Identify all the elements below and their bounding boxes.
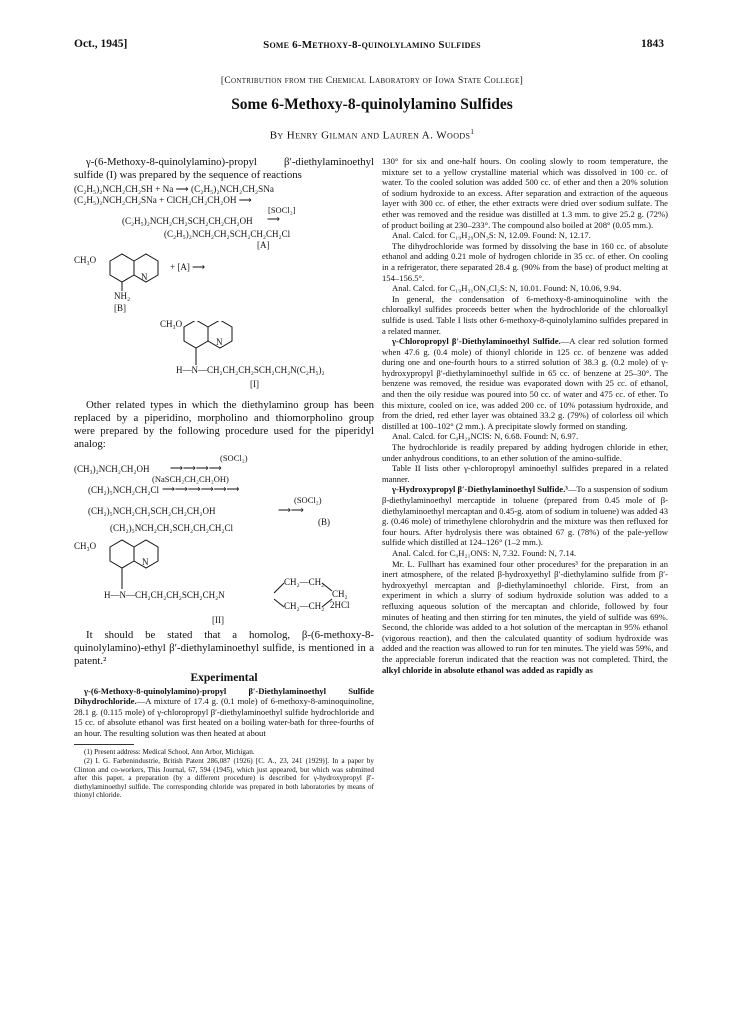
right-anal-4: Anal. Calcd. for C₉H₂₁ONS: N, 7.32. Found: N, 7.14. (392, 547, 577, 558)
running-header-title: Some 6-Methoxy-8-quinolylamino Sulfides (263, 39, 481, 51)
right-anal-1: Anal. Calcd. for C₁₉H₂₉ON₃S: N, 12.09. Found: N, 12.17. (392, 230, 591, 241)
right-p10-head: γ-Hydroxypropyl β′-Diethylaminoethyl Sulfide.³ (392, 484, 568, 495)
s3-ring-top: CH₂—CH₂ (284, 576, 325, 587)
s3-methoxy: CH₃O (74, 540, 97, 551)
article-title: Some 6-Methoxy-8-quinolylamino Sulfides (231, 96, 513, 113)
reaction-eq4-block (74, 229, 374, 253)
s2-methoxy: CH₃O (160, 318, 183, 329)
reaction-arrow-icon: ⟶ (267, 213, 280, 224)
left-column (74, 156, 374, 800)
right-anal-2: Anal. Calcd. for C₁₉H₃₁ON₃Cl₂S: N, 10.01. Found: N, 10.06, 9.94. (392, 283, 622, 294)
reaction-eq3-block (74, 204, 374, 229)
quinoline-ring-icon-3 (74, 537, 374, 629)
r1: (CH₃)₂NCH₂CH₂OH (74, 463, 150, 474)
structure-aminoquinoline (74, 253, 374, 321)
right-p12 (382, 559, 668, 676)
right-p6 (382, 336, 668, 431)
structure-compound-ii (74, 537, 374, 629)
quinoline-ring-icon-2 (74, 318, 374, 397)
reaction-sequence-a (74, 184, 374, 253)
related-types-paragraph: Other related types in which the diethylamino group has been replaced by a piperidino, morpholino and thiomorpholino group were prepared by the following procedure used for the piperidyl analog: (74, 398, 374, 450)
right-p12-tail: alkyl chloride in absolute ethanol was added as rapidly as (382, 664, 593, 675)
right-p10 (382, 484, 668, 548)
s1-nh2: NH₂ (114, 290, 131, 301)
right-p6-head: γ-Chloropropyl β′-Diethylaminoethyl Sulfide. (392, 336, 561, 347)
experimental-text: —A mixture of 17.4 g. (0.1 mole) of 6-methoxy-8-aminoquinoline, 28.1 g. (0.115 mole) of γ-chloropropyl β′-diethylaminoethyl sulfide hydrochloride and 15 cc. of absolute ethanol was first heated on a boiling water-bath for three-fourths of an hour. The resulting solution was then heated at about (74, 696, 374, 738)
r1-reagent: (SOCl₂) (220, 452, 248, 463)
experimental-paragraph (74, 686, 374, 739)
right-p1: 130° for six and one-half hours. On cooling slowly to room temperature, the mixture set to a yellow crystalline material which was dissolved in 100 cc. of water. To the cooled solution was added 500 cc. of ether and then a 20% solution of sodium hydroxide to an excess. After separation and extraction of the aqueous layer with 300 cc. of ether, the ether extracts were dried over sodium sulfate. The ether was removed and the residue was distilled at 1.3 mm. to give 25.2 g. (72%) of product boiling at 230–233°. The compound also boiled at 208° (0.05 mm.). (382, 156, 668, 230)
right-p5: In general, the condensation of 6-methoxy-8-aminoquinoline with the chloroalkyl sulfides proceeds better when the hydrochloride of the chloroalkyl sulfide is used. Table I lists other 6-methoxy-8-quinolylamino sulfides prepared in a related manner. (382, 293, 668, 336)
footnote-rule (74, 744, 134, 745)
r3-reagent: (SOCl₂) (294, 494, 322, 505)
s3-ring-bottom: CH₂—CH₂ (284, 600, 325, 611)
r3: (CH₂)₅NCH₂CH₂SCH₂CH₂CH₂OH (88, 505, 216, 516)
reaction-eq4-label: [A] (257, 239, 270, 250)
experimental-run-in-head: γ-(6-Methoxy-8-quinolylamino)-propyl β′-Diethylaminoethyl Sulfide Dihydrochloride. (74, 685, 374, 707)
r4: (CH₂)₅NCH₂CH₂SCH₂CH₂CH₂Cl (110, 522, 233, 533)
r2-arrow-icon: ⟶⟶⟶⟶⟶⟶ (162, 483, 240, 494)
intro-paragraph: γ-(6-Methoxy-8-quinolylamino)-propyl β′-diethylaminoethyl sulfide (I) was prepared by the sequence of reactions (74, 156, 374, 181)
s1-label: [B] (114, 302, 126, 313)
right-p9: Table II lists other γ-chloropropyl aminoethyl sulfides prepared in a related manner. (382, 463, 668, 484)
right-p3: The dihydrochloride was formed by dissolving the base in 160 cc. of absolute ethanol and adding 0.21 mole of hydrogen chloride in 35 cc. of ether. On cooling in a refrigerator, there separated 28.4 g. (90% from the base) of product melting at 154–156.5°. (382, 240, 668, 283)
s3-chain: H—N—CH₂CH₂CH₂SCH₂CH₂N (104, 589, 225, 600)
homolog-paragraph: It should be stated that a homolog, β-(6-methoxy-8-quinolylamino)-ethyl β′-diethylaminoethyl sulfide, is mentioned in a patent.² (74, 628, 374, 667)
s2-label: [I] (250, 378, 259, 389)
s3-ring-ch2: CH₂ (332, 588, 348, 599)
reaction-eq1: (C₂H₅)₂NCH₂CH₂SH + Na ⟶ (C₂H₅)₂NCH₂CH₂SNa (74, 184, 274, 194)
footnote-2: (2) I. G. Farbenindustrie, British Patent 286,087 (1926) [C. A., 23, 241 (1929)]. In a paper by Clinton and co-workers, This Journal, 67, 594 (1945), which just appeared, but which was submitted after this paper, a preparation (by a different procedure) is described for γ-hydroxypropyl β′-diethylaminoethyl sulfide. The corresponding chloride was prepared in both laboratories by means of thionyl chloride. (74, 756, 374, 800)
right-p8: The hydrochloride is readily prepared by adding hydrogen chloride in ether, under anhydrous conditions, to an ether solution of the amino-sulfide. (382, 442, 668, 463)
s3-hcl: 2HCl (330, 599, 350, 610)
experimental-heading: Experimental (190, 671, 258, 684)
reaction-eq3: (C₂H₅)₂NCH₂CH₂SCH₂CH₂CH₂OH (122, 215, 253, 226)
running-header-date: Oct., 1945] (74, 38, 128, 50)
right-p10-text: —To a suspension of sodium β-diethylaminoethyl mercaptide in toluene (prepared from 0.45 mole of β-diethylaminoethyl mercaptan and 0.45-g. atom of sodium in toluene) was added 43 g. (0.46 mole) of trimethylene chlorohydrin and the mixture was then refluxed for four hours. After hydrolysis there was obtained 67 g. (78%) of the pale-yellow sulfide which distilled at 124–126° (1–2 mm.). (382, 484, 668, 548)
r3-arrow-icon: ⟶⟶ (278, 504, 304, 515)
authors-text: By Henry Gilman and Lauren A. Woods (269, 129, 471, 142)
right-column (382, 156, 668, 675)
s1-plus-a: + [A] ⟶ (170, 261, 205, 272)
s1-ring-n: N (141, 271, 148, 282)
s3-label: [II] (212, 614, 224, 625)
r4-label: (B) (318, 516, 330, 527)
authors-footnote-mark: 1 (470, 128, 475, 136)
reaction-eq2: (C₂H₅)₂NCH₂CH₂SNa + ClCH₂CH₂CH₂OH ⟶ (74, 195, 252, 206)
reaction-sequence-b (74, 452, 374, 537)
r1-arrow-icon: ⟶⟶⟶⟶ (170, 462, 222, 473)
article-authors (0, 128, 744, 142)
right-p6-text: —A clear red solution formed when 47.6 g. (0.4 mole) of thionyl chloride in 125 cc. of benzene was added during one and one-fourth hours to a stirred solution of 38.3 g. (0.2 mole) of γ-hydroxypropyl β′-diethylaminoethyl sulfide in 65 cc. of benzene at 25–30°. The benzene was removed, the residue was evaporated down with 25 cc. of ethanol, and then the oily residue was poured into 50 cc. of water and 475 cc. of ether. To this mixture, cooled on ice, was added 200 cc. of 10% potassium hydroxide, and from the dried, red ether layer was obtained 33.2 g. (79%) of colorless oil which distilled at 100–102° (2 mm.). A precipitate slowly formed on standing. (382, 336, 668, 431)
contribution-line: [Contribution from the Chemical Laboratory of Iowa State College] (220, 76, 524, 86)
s3-ring-n: N (142, 556, 149, 567)
reaction-eq4: (C₂H₅)₂NCH₂CH₂SCH₂CH₂CH₂Cl (164, 228, 291, 239)
s1-methoxy: CH₃O (74, 254, 97, 265)
right-p12-text: Mr. L. Fullhart has examined four other procedures³ for the preparation in an inert atmosphere, of the related β-hydroxyethyl β′-diethylamino sulfide from β′-hydroxyethyl mercaptan and β-diethylaminoethyl chloride. First, from an experiment in which a slurry of sodium hydroxide solution was added to a refluxing aqueous solution of the mercaptan and chloride, followed by four minutes of heating and then stirring for ten minutes, the yield of sulfide was 69%. Second, the chloride was added to a hot solution of the mercaptan in 95% ethanol (vigorous reaction), and then the calculated quantity of sodium hydroxide was added and the reaction was allowed to run for ten minutes. The yield was 59%, and the appreciable forerun indicated that the reaction was not completed. Third, the (382, 558, 668, 664)
r2-reagent: (NaSCH₂CH₂CH₂OH) (152, 473, 229, 484)
s2-chain: H—N—CH₂CH₂CH₂SCH₂CH₂N(C₂H₅)₂ (176, 364, 325, 375)
page-number: 1843 (641, 38, 664, 50)
right-anal-3: Anal. Calcd. for C₉H₂₀NClS: N, 6.68. Found: N, 6.97. (392, 431, 579, 442)
reaction-eq3-reagent: [SOCl₂] (268, 204, 296, 215)
s2-ring-n: N (216, 336, 223, 347)
footnote-1: (1) Present address: Medical School, Ann Arbor, Michigan. (84, 748, 255, 757)
structure-compound-i (74, 318, 374, 397)
r2: (CH₂)₅NCH₂CH₂Cl (88, 484, 160, 495)
